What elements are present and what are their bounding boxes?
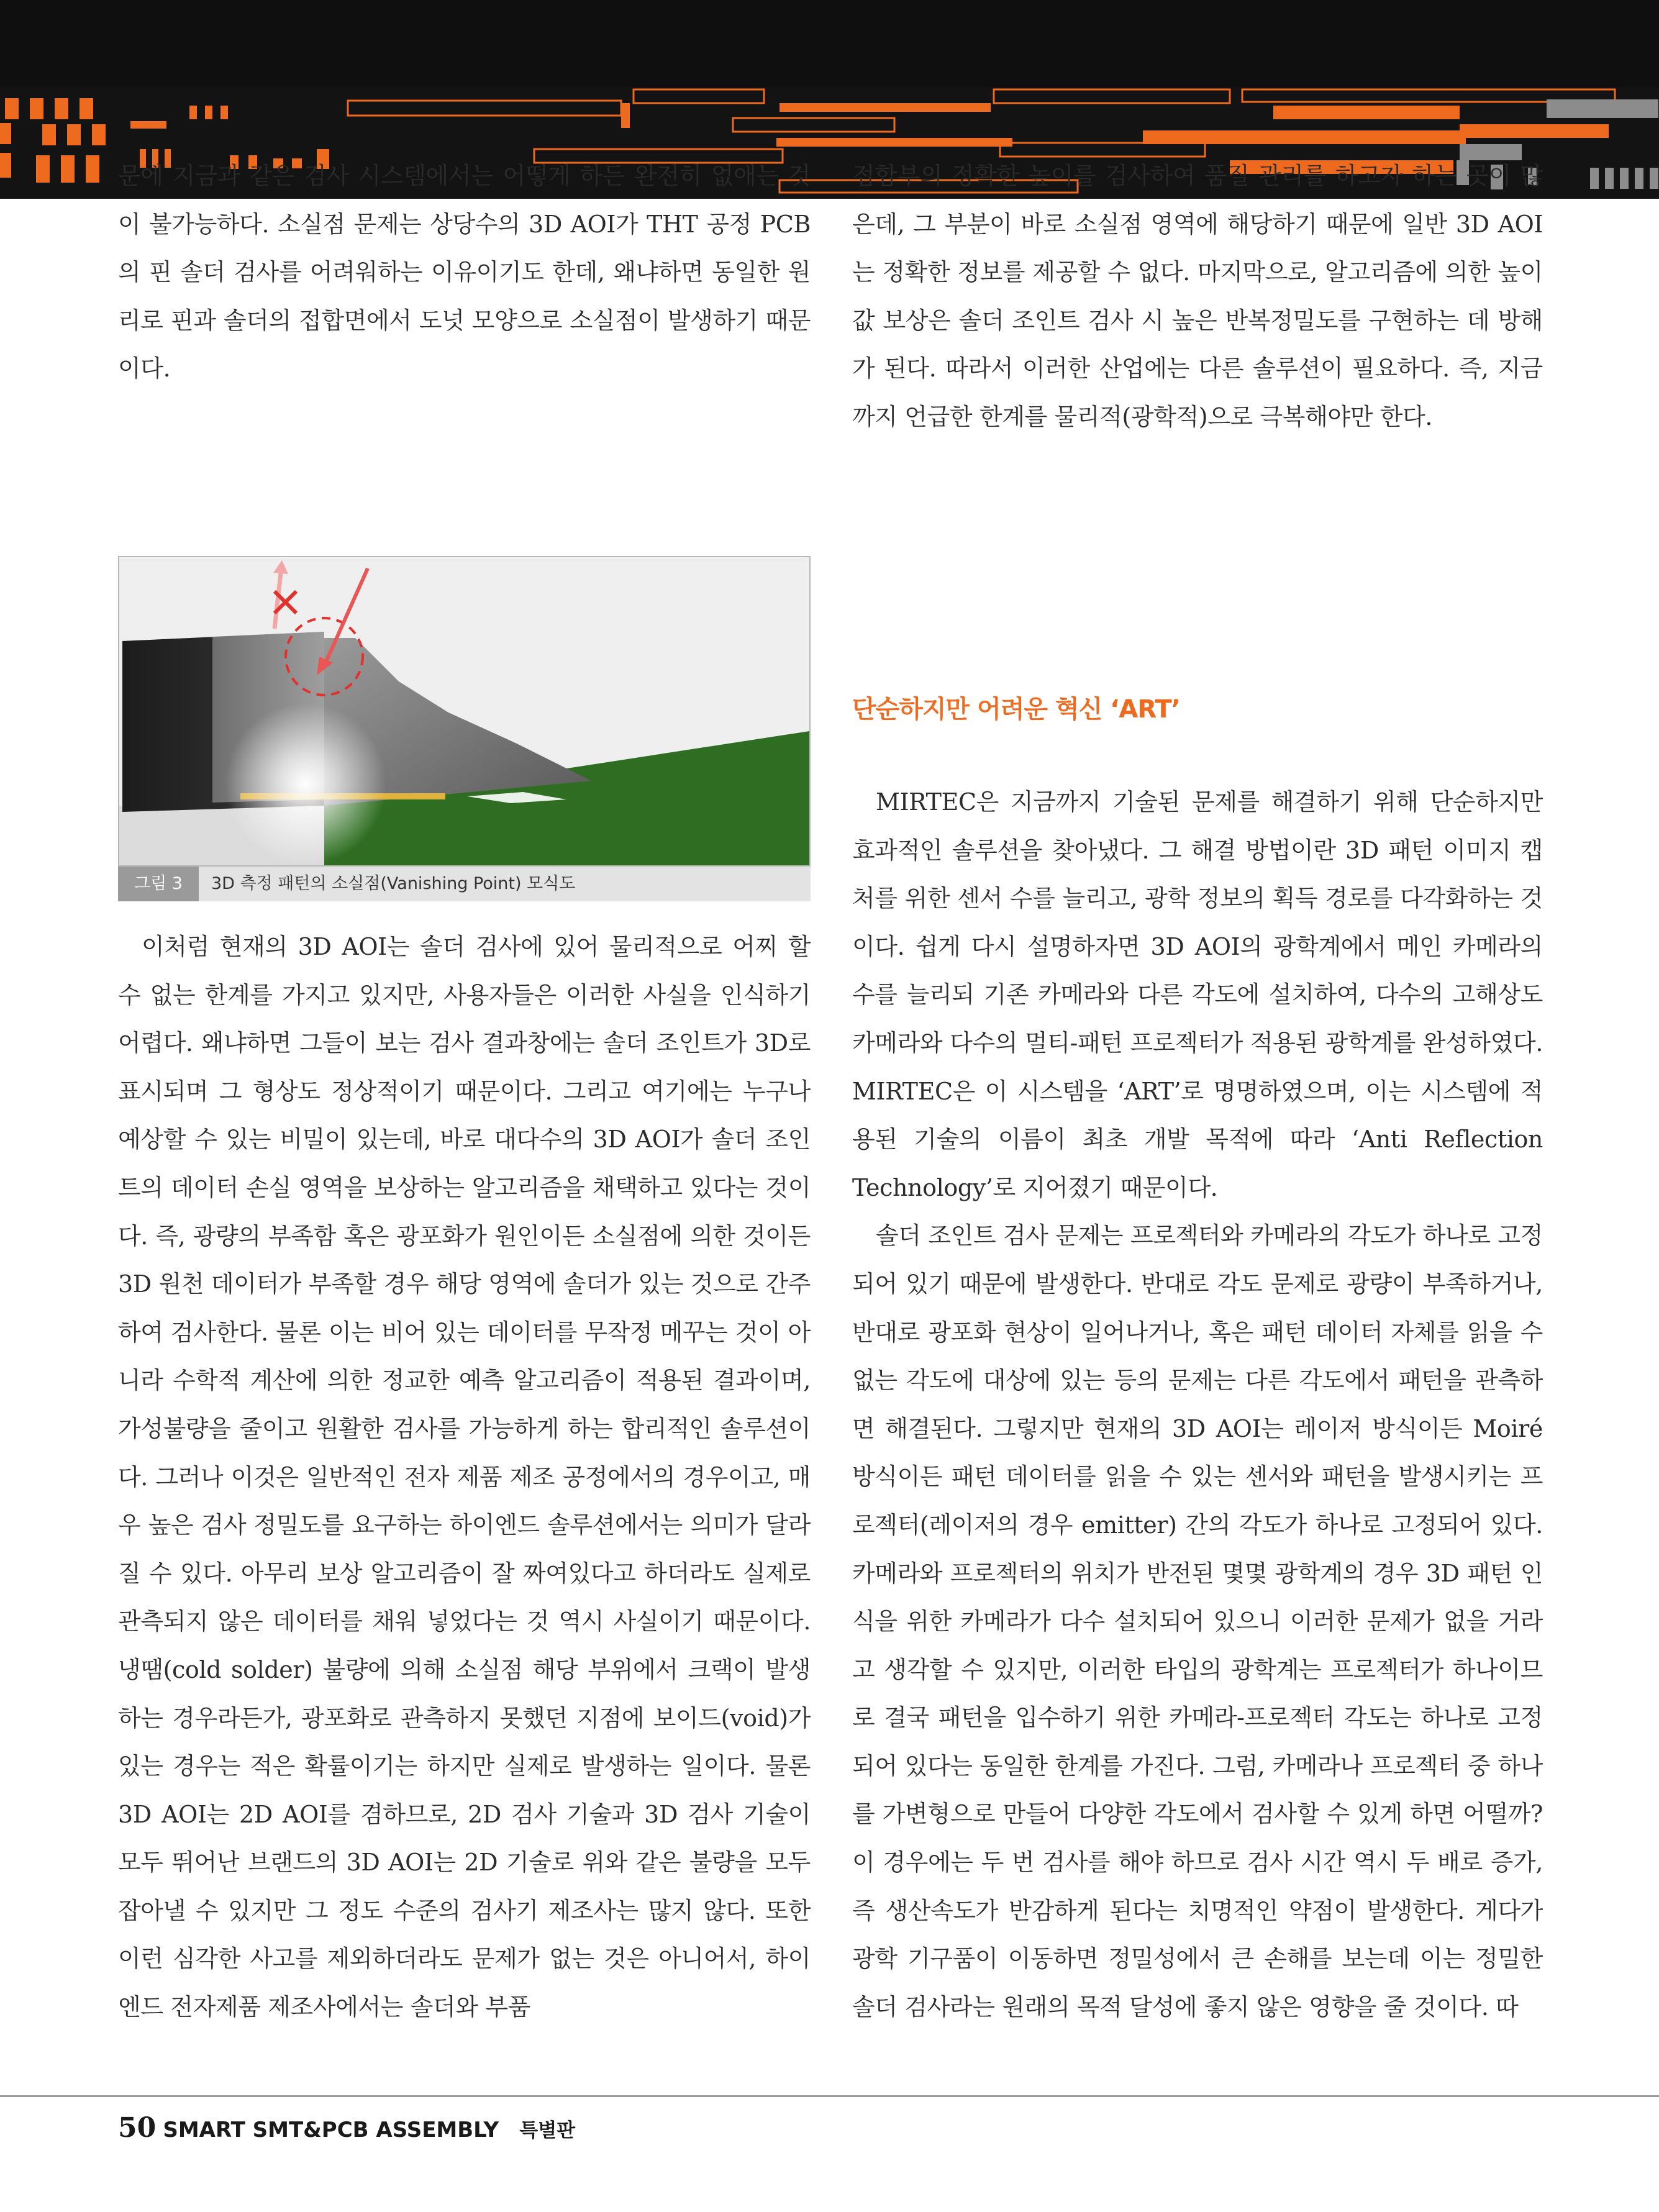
figure-vanishing-point <box>118 556 811 867</box>
left-paragraph-2: 이처럼 현재의 3D AOI는 솔더 검사에 있어 물리적으로 어찌 할 수 없는 한계를 가지고 있지만, 사용자들은 이러한 사실을 인식하기 어렵다. 왜냐하면 그들이 보는 검사 결과창에는 솔더 조인트가 3D로 표시되며 그 형상도 정상적이기 때문이다. 그리고 여기에는 누구나 예상할 수 있는 비밀이 있는데, 바로 대다수의 3D AOI가 솔더 조인트의 데이터 손실 영역을 보상하는 알고리즘을 채택하고 있다는 것이다. 즉, 광량의 부족함 혹은 광포화가 원인이든 소실점에 의한 것이든 3D 원천 데이터가 부족할 경우 해당 영역에 솔더가 있는 것으로 간주하여 검사한다. 물론 이는 비어 있는 데이터를 무작정 메꾸는 것이 아니라 수학적 계산에 의한 정교한 예측 알고리즘이 적용된 결과이며, 가성불량을 줄이고 원활한 검사를 가능하게 하는 합리적인 솔루션이다. 그러나 이것은 일반적인 전자 제품 제조 공정에서의 경우이고, 매우 높은 검사 정밀도를 요구하는 하이엔드 솔루션에서는 의미가 달라질 수 있다. 아무리 보상 알고리즘이 잘 짜여있다고 하더라도 실제로 관측되지 않은 데이터를 채워 넣었다는 것 역시 사실이기 때문이다. 냉땜(cold solder) 불량에 의해 소실점 해당 부위에서 크랙이 발생하는 경우라든가, 광포화로 관측하지 못했던 지점에 보이드(void)가 있는 경우는 적은 확률이기는 하지만 실제로 발생하는 일이다. 물론 3D AOI는 2D AOI를 겸하므로, 2D 검사 기술과 3D 검사 기술이 모두 뛰어난 브랜드의 3D AOI는 2D 기술로 위와 같은 불량을 모두 잡아낼 수 있지만 그 정도 수준의 검사기 제조사는 많지 않다. 또한 이런 심각한 사고를 제외하더라도 문제가 없는 것은 아니어서, 하이엔드 전자제품 제조사에서는 솔더와 부품 <box>118 933 811 2021</box>
page-number: 50 <box>118 2112 157 2144</box>
section-heading: 단순하지만 어려운 혁신 ‘ART’ <box>852 695 1180 724</box>
vanishing-point-illustration <box>119 557 809 865</box>
light-flare <box>225 703 386 865</box>
right-paragraph-2: MIRTEC은 지금까지 기술된 문제를 해결하기 위해 단순하지만 효과적인 솔루션을 찾아냈다. 그 해결 방법이란 3D 패턴 이미지 캡처를 위한 센서 수를 늘리고, 광학 정보의 획득 경로를 다각화하는 것이다. 쉽게 다시 설명하자면 3D AOI의 광학계에서 메인 카메라의 수를 늘리되 기존 카메라와 다른 각도에 설치하여, 다수의 고해상도 카메라와 다수의 멀티-패턴 프로젝터가 적용된 광학계를 완성하였다. MIRTEC은 이 시스템을 ‘ART’로 명명하였으며, 이는 시스템에 적용된 기술의 이름이 최초 개발 목적에 따라 ‘Anti Reflection Technology’로 지어졌기 때문이다. <box>852 788 1543 1201</box>
left-paragraph-1: 문에 지금과 같은 검사 시스템에서는 어떻게 하든 완전히 없애는 것이 불가능하다. 소실점 문제는 상당수의 3D AOI가 THT 공정 PCB의 핀 솔더 검사를 어려워하는 이유이기도 한데, 왜냐하면 동일한 원리로 핀과 솔더의 접합면에서 도넛 모양으로 소실점이 발생하기 때문이다. <box>118 162 811 383</box>
figure-caption-text: 3D 측정 패턴의 소실점(Vanishing Point) 모식도 <box>211 874 576 893</box>
left-column-bottom <box>118 923 811 2032</box>
top-dark-bar <box>0 0 1659 87</box>
magazine-name: SMART SMT&PCB ASSEMBLY <box>163 2118 499 2142</box>
right-column-top <box>852 152 1543 442</box>
footer-rule <box>0 2095 1659 2097</box>
right-column-bottom <box>852 778 1543 2031</box>
figure-number-tag: 그림 3 <box>118 867 199 901</box>
figure-caption <box>118 867 811 901</box>
page-folio <box>118 2112 575 2149</box>
magazine-edition: 특별판 <box>519 2119 576 2142</box>
right-paragraph-1: 접합부의 정확한 높이를 검사하여 품질 관리를 하고자 하는 곳이 많은데, 그 부분이 바로 소실점 영역에 해당하기 때문에 일반 3D AOI는 정확한 정보를 제공할 수 없다. 마지막으로, 알고리즘에 의한 높이값 보상은 솔더 조인트 검사 시 높은 반복정밀도를 구현하는 데 방해가 된다. 따라서 이러한 산업에는 다른 솔루션이 필요하다. 즉, 지금까지 언급한 한계를 물리적(광학적)으로 극복해야만 한다. <box>852 162 1543 430</box>
left-column-top <box>118 152 811 393</box>
right-paragraph-3: 솔더 조인트 검사 문제는 프로젝터와 카메라의 각도가 하나로 고정되어 있기 때문에 발생한다. 반대로 각도 문제로 광량이 부족하거나, 반대로 광포화 현상이 일어나거나, 혹은 패턴 데이터 자체를 읽을 수 없는 각도에 대상에 있는 등의 문제는 다른 각도에서 패턴을 관측하면 해결된다. 그렇지만 현재의 3D AOI는 레이저 방식이든 Moiré 방식이든 패턴 데이터를 읽을 수 있는 센서와 패턴을 발생시키는 프로젝터(레이저의 경우 emitter) 간의 각도가 하나로 고정되어 있다. 카메라와 프로젝터의 위치가 반전된 몇몇 광학계의 경우 3D 패턴 인식을 위한 카메라가 다수 설치되어 있으니 이러한 문제가 없을 거라고 생각할 수 있지만, 이러한 타입의 광학계는 프로젝터가 하나이므로 결국 패턴을 입수하기 위한 카메라-프로젝터 각도는 하나로 고정되어 있다는 동일한 한계를 가진다. 그럼, 카메라나 프로젝터 중 하나를 가변형으로 만들어 다양한 각도에서 검사할 수 있게 하면 어떨까? 이 경우에는 두 번 검사를 해야 하므로 검사 시간 역시 두 배로 증가, 즉 생산속도가 반감하게 된다는 치명적인 약점이 발생한다. 게다가 광학 기구품이 이동하면 정밀성에서 큰 손해를 보는데 이는 정밀한 솔더 검사라는 원래의 목적 달성에 좋지 않은 영향을 줄 것이다. 따 <box>852 1222 1543 2021</box>
